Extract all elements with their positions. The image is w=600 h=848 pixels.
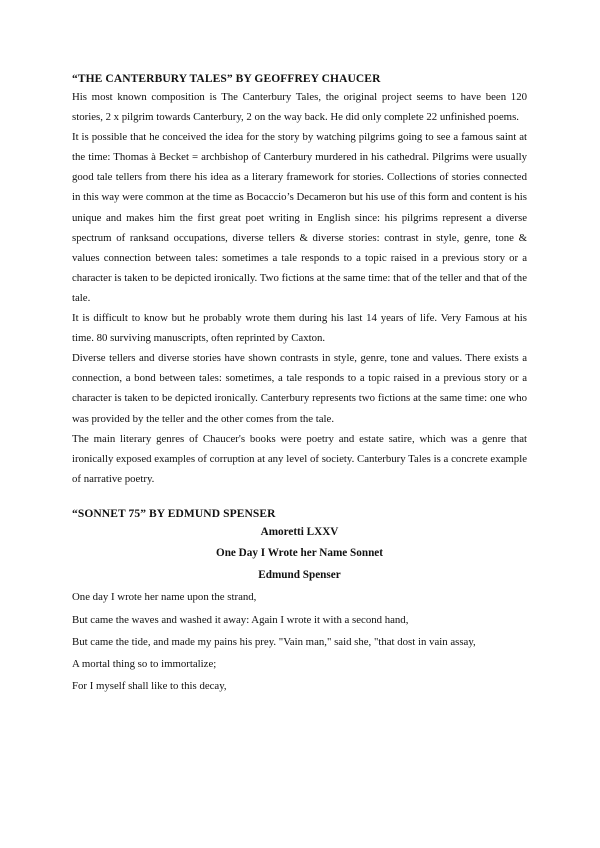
paragraph: Diverse tellers and diverse stories have shown contrasts in style, genre, tone and values. There exists a connection, a bond between tales: sometimes, a tale responds to a topic raised in a previous story or a character is taken to be depicted ironically. Canterbury represents two fictions at the same time: one who was provided by the teller and the other comes from the tale. bbox=[72, 352, 527, 425]
paragraph: The main literary genres of Chaucer's books were poetry and estate satire, which was a genre that ironically exposed examples of corruption at any level of society. Canterbury Tales is a concrete example of narrative poetry. bbox=[72, 432, 527, 485]
paragraph: It is possible that he conceived the idea for the story by watching pilgrims going to see a famous saint at the time: Thomas à Becket = archbishop of Canterbury murdered in his cathedral. Pilgrims were usually good tale tellers from there his idea as a literary framework for stories. Collections of stories connected in this way were common at the time as Bocaccio’s Decameron but his use of this form and content is his unique and makes him the first great poet writing in English since: his pilgrims represent a diverse spectrum of ranksand occupations, diverse tellers & diverse stories: contrast in style, genre, tone & values connection between tales: sometimes a tale responds to a topic raised in a previous story or a character is taken to be depicted ironically. Two fictions at the same time: that of the teller and that of the tale. bbox=[72, 131, 527, 304]
paragraph: It is difficult to know but he probably wrote them during his last 14 years of life. Very Famous at his time. 80 surviving manuscripts, often reprinted by Caxton. bbox=[72, 312, 527, 345]
poem-line: A mortal thing so to immortalize; bbox=[72, 657, 217, 670]
paragraph: His most known composition is The Canterbury Tales, the original project seems to have been 120 stories, 2 x pilgrim towards Canterbury, 2 on the way back. He did only complete 22 unfinished poems. bbox=[72, 91, 527, 124]
poem-line: For I myself shall like to this decay, bbox=[72, 680, 227, 693]
poem-collection-title: Amoretti LXXV bbox=[260, 525, 339, 538]
section-heading-canterbury: “THE CANTERBURY TALES” BY GEOFFREY CHAUCER bbox=[72, 73, 381, 85]
poem-line: But came the tide, and made my pains his prey. "Vain man," said she, "that dost in vain assay, bbox=[72, 635, 476, 648]
document-page bbox=[72, 72, 527, 697]
poem-title: One Day I Wrote her Name Sonnet bbox=[216, 547, 383, 560]
section-spacer bbox=[72, 489, 527, 507]
poem-line: One day I wrote her name upon the strand, bbox=[72, 591, 257, 604]
poem-author: Edmund Spenser bbox=[258, 568, 341, 581]
poem-line: But came the waves and washed it away: Again I wrote it with a second hand, bbox=[72, 613, 409, 626]
section-heading-sonnet: “SONNET 75” BY EDMUND SPENSER bbox=[72, 507, 276, 520]
